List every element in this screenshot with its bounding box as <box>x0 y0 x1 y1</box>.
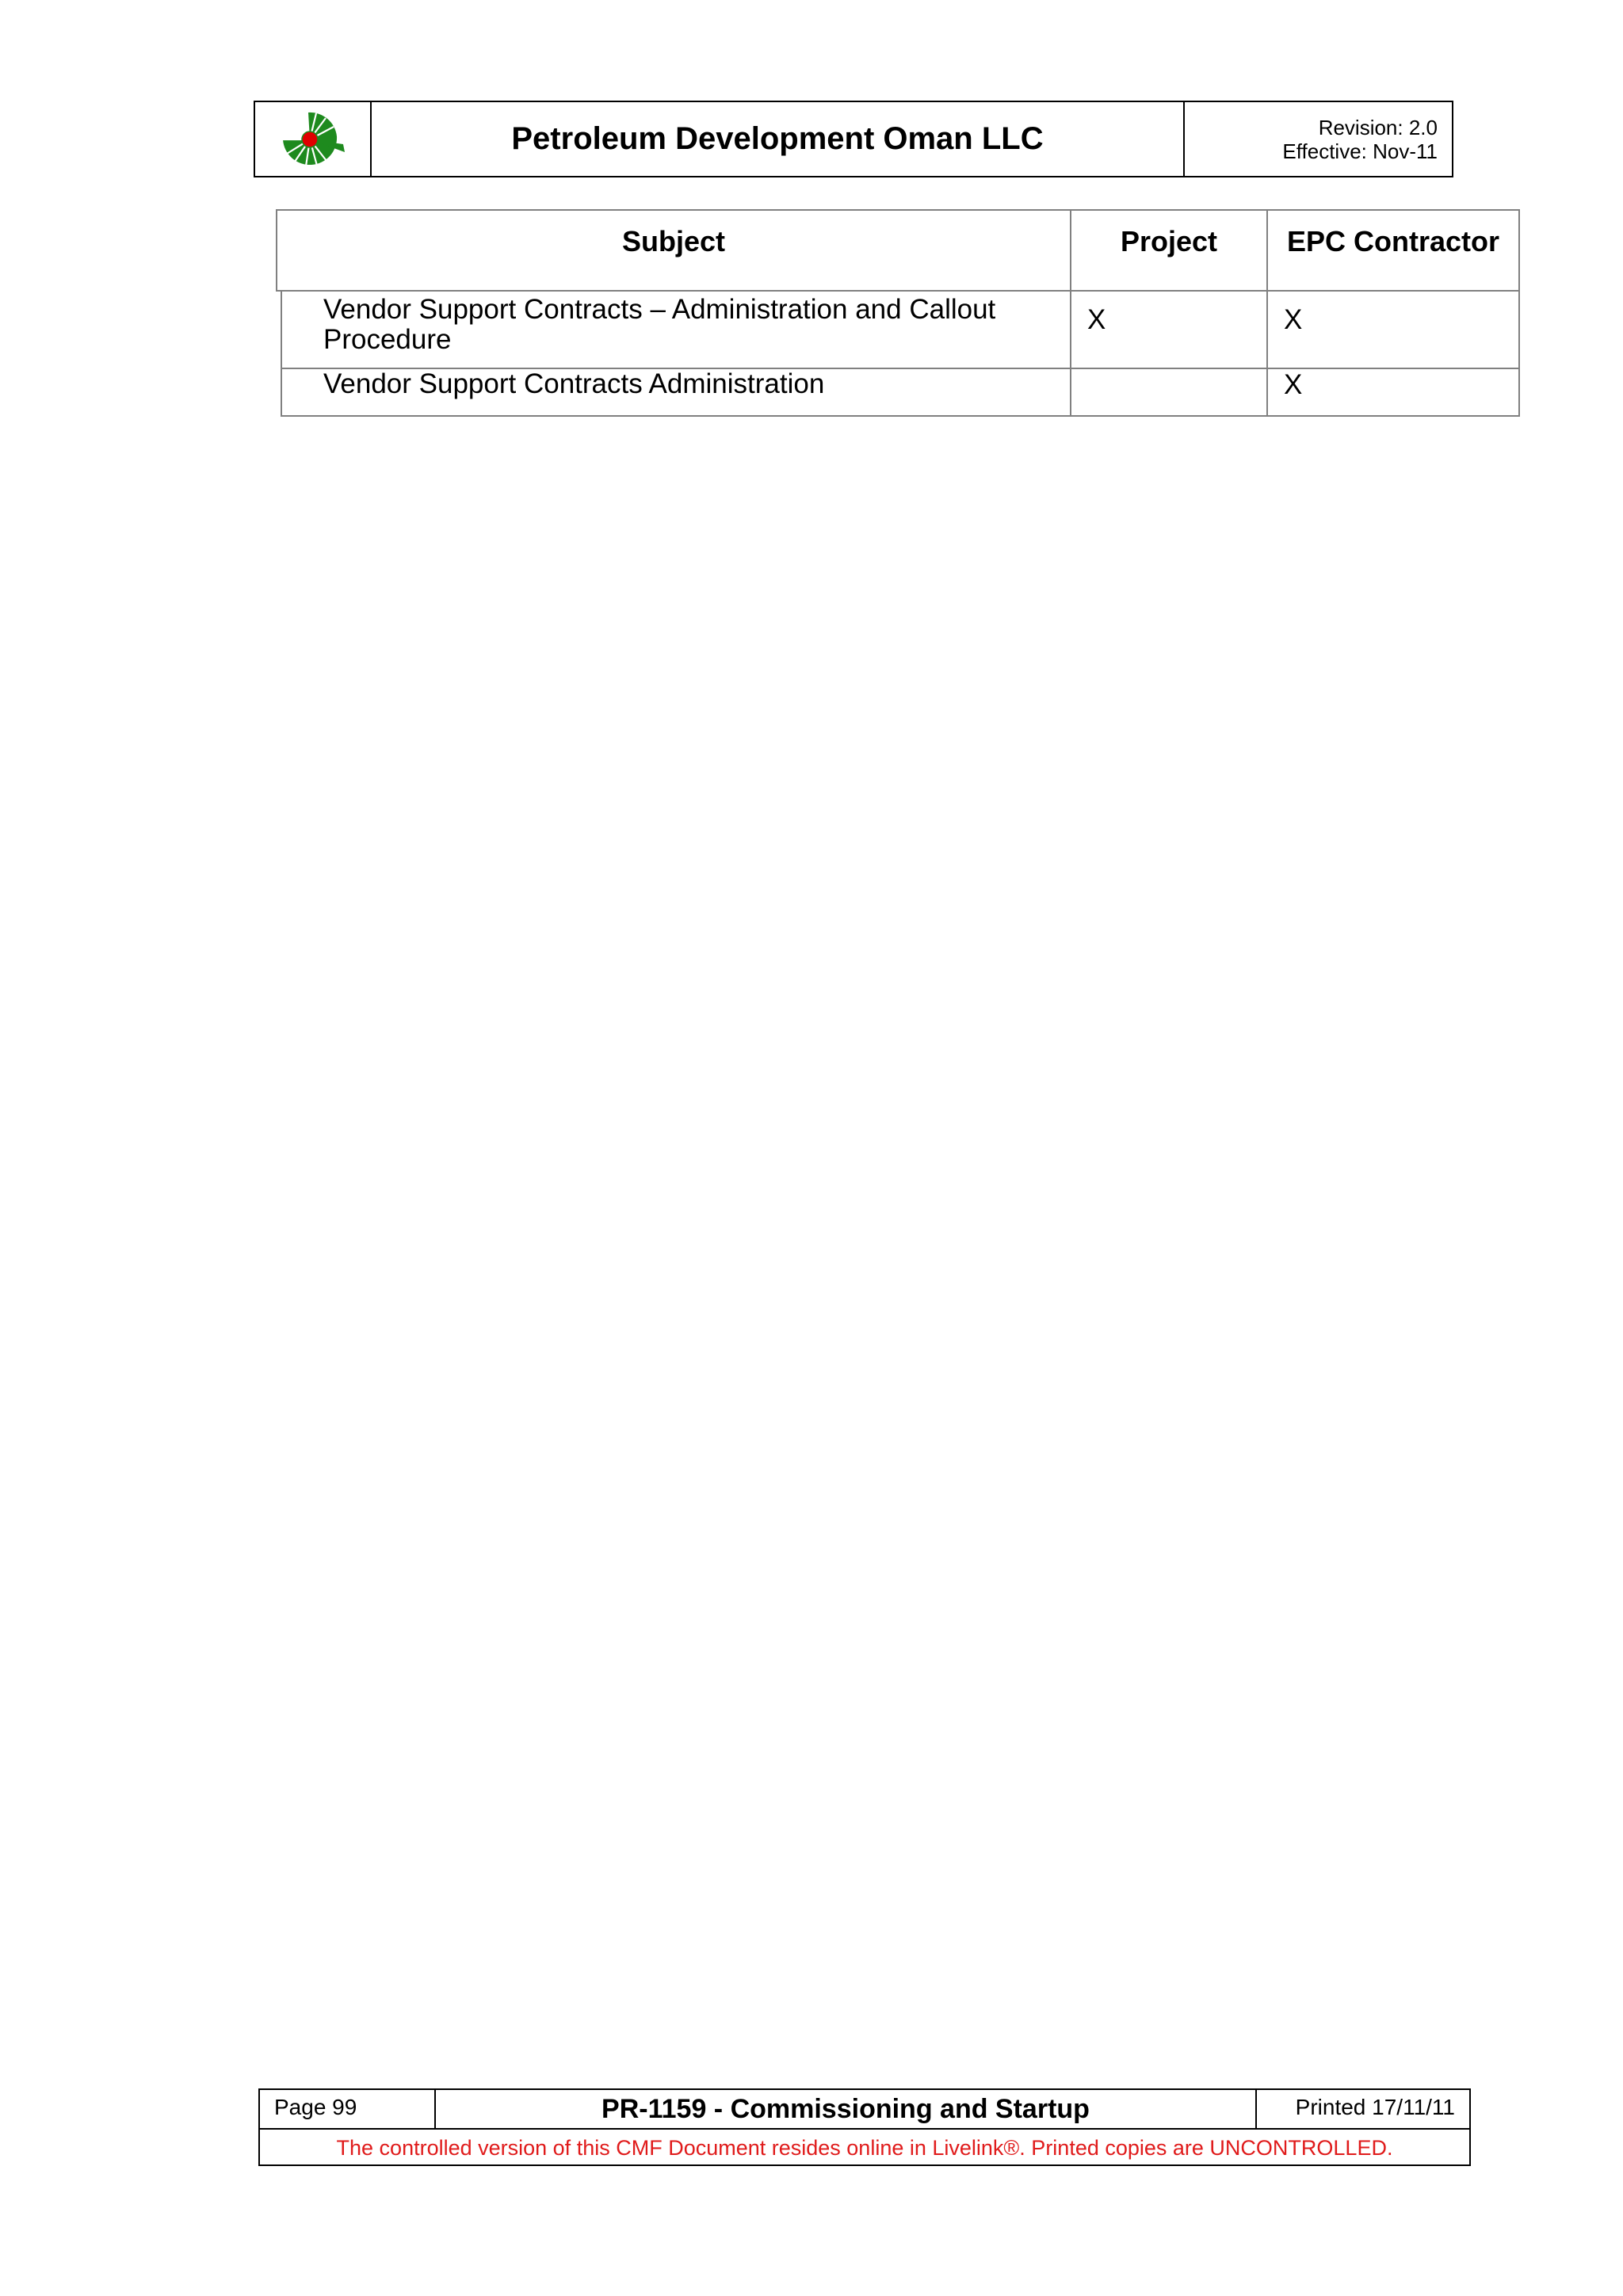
column-header-project: Project <box>1071 211 1268 290</box>
document-header <box>254 101 1453 177</box>
column-header-subject: Subject <box>277 211 1071 290</box>
document-title: PR-1159 - Commissioning and Startup <box>436 2090 1257 2128</box>
company-name: Petroleum Development Oman LLC <box>372 102 1185 176</box>
effective-date: Effective: Nov-11 <box>1282 139 1438 163</box>
project-cell <box>1071 369 1268 415</box>
page-number: Page 99 <box>260 2090 436 2128</box>
logo-cell <box>255 102 372 176</box>
uncontrolled-copy-notice: The controlled version of this CMF Document resides online in Livelink®. Printed copies are UNCONTROLLED. <box>336 2135 1393 2160</box>
pdo-logo-icon <box>280 109 346 170</box>
project-cell: X <box>1071 292 1268 368</box>
table-row <box>281 369 1520 417</box>
revision-label: Revision: 2.0 <box>1318 115 1438 139</box>
responsibility-table <box>276 209 1520 417</box>
revision-block <box>1185 102 1452 176</box>
table-row <box>281 292 1520 369</box>
column-header-epc-contractor: EPC Contractor <box>1286 225 1500 257</box>
footer-top-row <box>260 2090 1469 2130</box>
epc-cell: X <box>1284 304 1303 335</box>
printed-date: Printed 17/11/11 <box>1295 2095 1455 2119</box>
subject-cell: Vendor Support Contracts – Administration and Callout Procedure <box>282 292 1071 368</box>
epc-cell: X <box>1284 369 1303 400</box>
document-footer <box>258 2088 1471 2166</box>
subject-cell: Vendor Support Contracts Administration <box>282 369 1071 415</box>
table-header-row <box>276 209 1520 292</box>
